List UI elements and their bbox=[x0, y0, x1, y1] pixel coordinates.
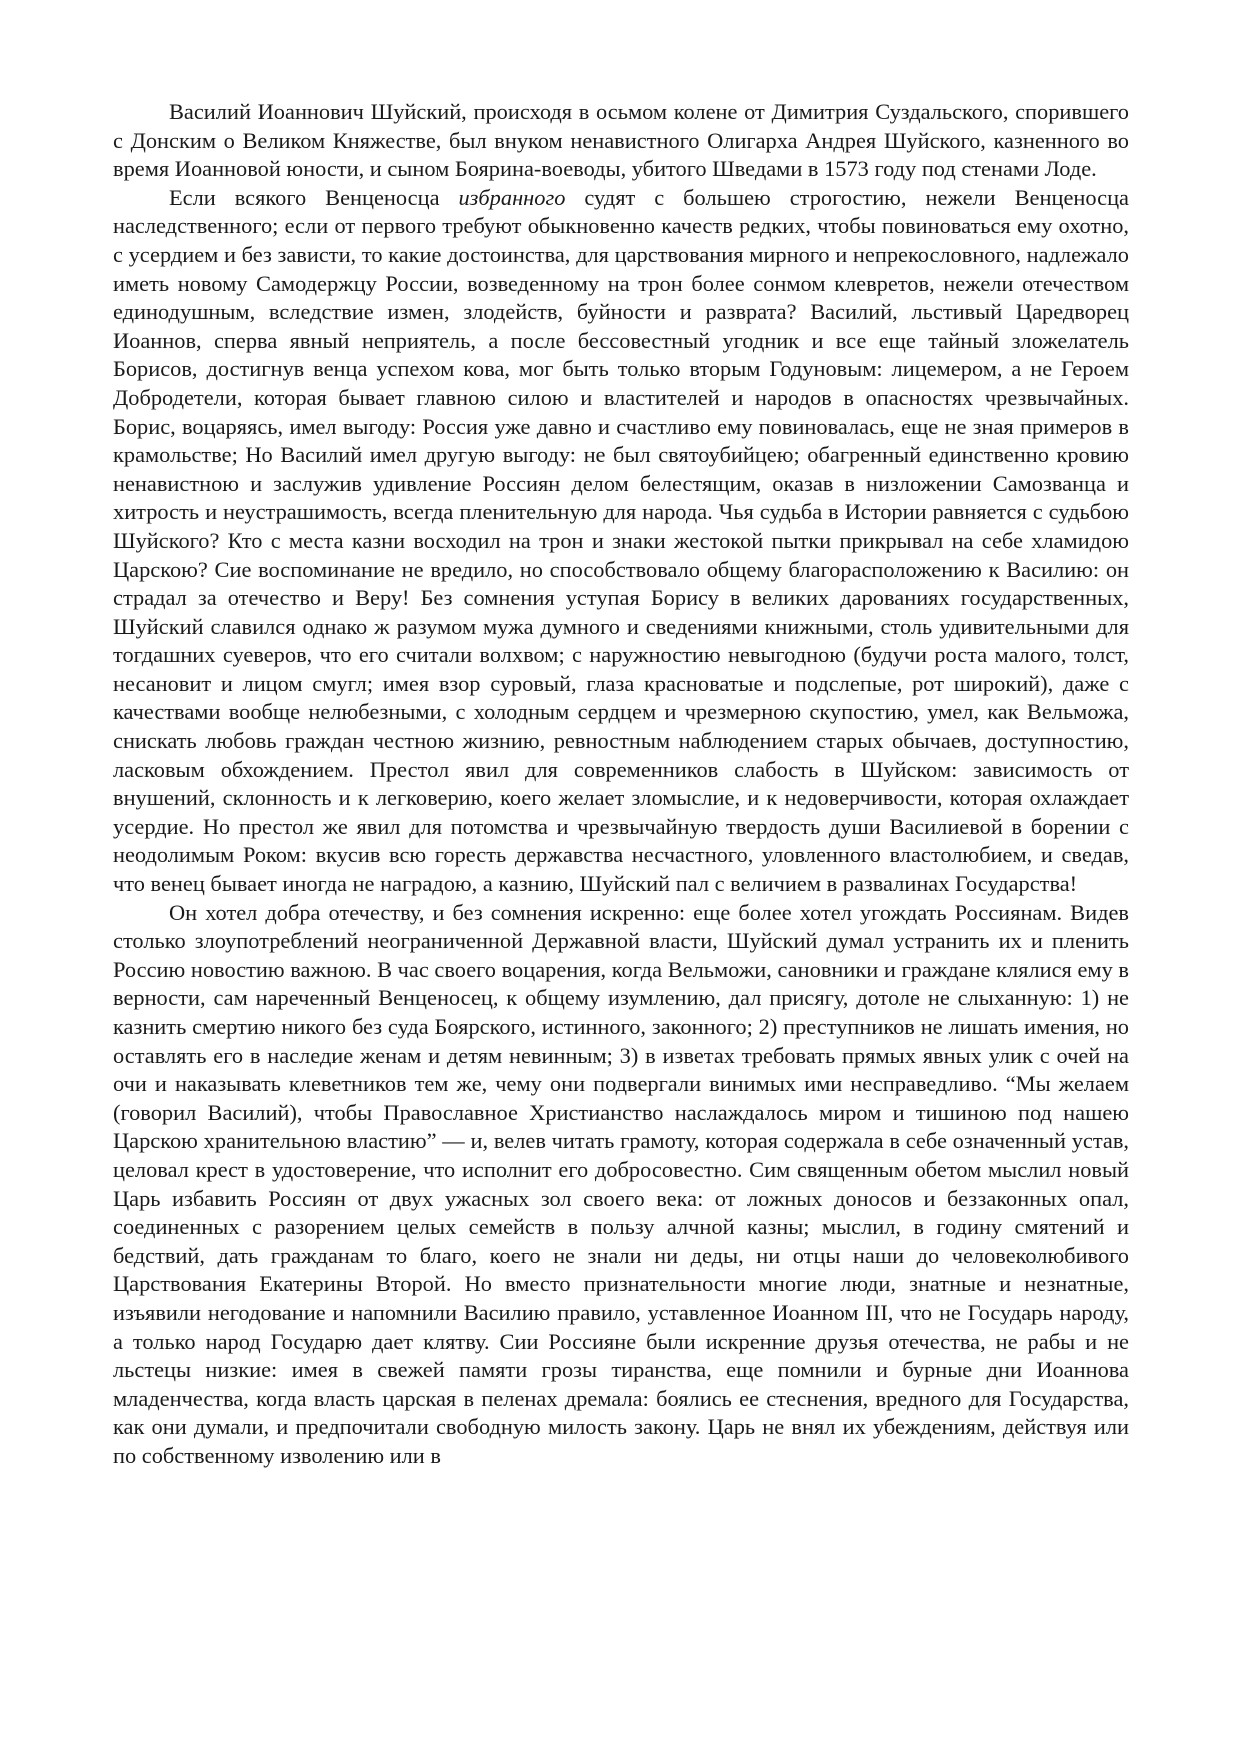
paragraph-1: Василий Иоаннович Шуйский, происходя в осьмом колене от Димитрия Суздальского, спорившего с Донским о Великом Княжестве, был внуком ненавистного Олигарха Андрея Шуйского, казненного во время Иоанновой юности, и сыном Боярина-воеводы, убитого Шведами в 1573 году под стенами Лоде. bbox=[113, 99, 1129, 182]
emphasized-word: избранного bbox=[458, 184, 566, 210]
paragraph-2-lead: Если всякого Венценосца bbox=[169, 184, 459, 210]
paragraph-3: Он хотел добра отечеству, и без сомнения искренно: еще более хотел угождать Россиянам. Видев столько злоупотреблений неограниченной Державной власти, Шуйский думал устранить их и пленить Россию новостию важною. В час своего воцарения, когда Вельможи, сановники и граждане клялися ему в верности, сам нареченный Венценосец, к общему изумлению, дал присягу, дотоле не слыханную: 1) не казнить смертию никого без суда Боярского, истинного, законного; 2) преступников не лишать имения, но оставлять его в наследие женам и детям невинным; 3) в изветах требовать прямых явных улик с очей на очи и наказывать клеветников тем же, чему они подвергали винимых ими несправедливо. “Мы желаем (говорил Василий), чтобы Православное Христианство наслаждалось миром и тишиною под нашею Царскою хранительною властию” — и, велев читать грамоту, которая содержала в себе означенный устав, целовал крест в удостоверение, что исполнит его добросовестно. Сим священным обетом мыслил новый Царь избавить Россиян от двух ужасных зол своего века: от ложных доносов и беззаконных опал, соединенных с разорением целых семейств в пользу алчной казны; мыслил, в годину смятений и бедствий, дать гражданам то благо, коего не знали ни деды, ни отцы наши до человеколюбивого Царствования Екатерины Второй. Но вместо признательности многие люди, знатные и незнатные, изъявили негодование и напомнили Василию правило, уставленное Иоанном III, что не Государь народу, а только народ Государю дает клятву. Сии Россияне были искренние друзья отечества, не рабы и не льстецы низкие: имея в свежей памяти грозы тиранства, еще помнили и бурные дни Иоаннова младенчества, когда власть царская в пеленах дремала: боялись ее стеснения, вредного для Государства, как они думали, и предпочитали свободную милость закону. Царь не внял их убеждениям, действуя или по собственному изволению или в bbox=[113, 899, 1129, 1468]
document-page bbox=[113, 98, 1129, 1471]
paragraph-2 bbox=[113, 184, 1129, 899]
paragraph-2-body: судят с большею строгостию, нежели Венценосца наследственного; если от первого требуют обыкновенно качеств редких, чтобы повиноваться ему охотно, с усердием и без зависти, то какие достоинства, для царствования мирного и непрекословного, надлежало иметь новому Самодержцу России, возведенному на трон более сонмом клевретов, нежели отечеством единодушным, вследствие измен, злодейств, буйности и разврата? Василий, льстивый Царедворец Иоаннов, сперва явный неприятель, а после бессовестный угодник и все еще тайный зложелатель Борисов, достигнув венца успехом кова, мог быть только вторым Годуновым: лицемером, а не Героем Добродетели, которая бывает главною силою и властителей и народов в опасностях чрезвычайных. Борис, воцаряясь, имел выгоду: Россия уже давно и счастливо ему повиновалась, еще не зная примеров в крамольстве; Но Василий имел другую выгоду: не был святоубийцею; обагренный единственно кровию ненавистною и заслужив удивление Россиян делом белестящим, оказав в низложении Самозванца и хитрость и неустрашимость, всегда пленительную для народа. Чья судьба в Истории равняется с судьбою Шуйского? Кто с места казни восходил на трон и знаки жестокой пытки прикрывал на себе хламидою Царскою? Сие воспоминание не вредило, но способствовало общему благорасположению к Василию: он страдал за отечество и Веру! Без сомнения уступая Борису в великих дарованиях государственных, Шуйский славился однако ж разумом мужа думного и сведениями книжными, столь удивительными для тогдашних суеверов, что его считали волхвом; с наружностию невыгодною (будучи роста малого, толст, несановит и лицом смугл; имея взор суровый, глаза красноватые и подслепые, рот широкий), даже с качествами вообще нелюбезными, с холодным сердцем и чрезмерною скупостию, умел, как Вельможа, снискать любовь граждан честною жизнию, ревностным наблюдением старых обычаев, доступностию, ласковым обхождением. Престол явил для современников слабость в Шуйском: зависимость от внушений, склонность и к легковерию, коего желает зломыслие, и к недоверчивости, которая охлаждает усердие. Но престол же явил для потомства и чрезвычайную твердость души Василиевой в борении с неодолимым Роком: вкусив всю горесть державства несчастного, уловленного властолюбием, и сведав, что венец бывает иногда не наградою, а казнию, Шуйский пал с величием в развалинах Государства! bbox=[113, 184, 1129, 897]
